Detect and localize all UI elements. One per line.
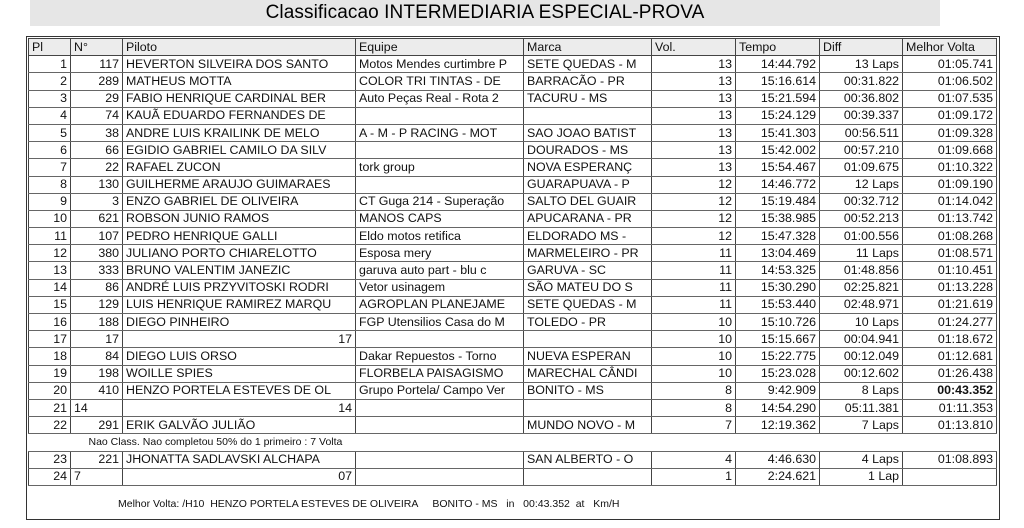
cell-marca: APUCARANA - PR xyxy=(524,210,652,227)
cell-num: 188 xyxy=(71,314,123,331)
table-row xyxy=(29,262,997,279)
cell-marca: MARECHAL CÂNDI xyxy=(524,365,652,382)
cell-vol: 4 xyxy=(652,451,736,468)
cell-tempo: 15:53.440 xyxy=(736,296,820,313)
cell-marca: TOLEDO - PR xyxy=(524,314,652,331)
cell-equipe: FLORBELA PAISAGISMO xyxy=(356,365,524,382)
cell-melhor-volta: 01:10.322 xyxy=(903,159,997,176)
cell-diff: 00:39.337 xyxy=(820,107,903,124)
table-row xyxy=(29,159,997,176)
cell-tempo: 15:47.328 xyxy=(736,228,820,245)
cell-diff: 00:12.602 xyxy=(820,365,903,382)
cell-piloto: ROBSON JUNIO RAMOS xyxy=(123,210,356,227)
table-row xyxy=(29,348,997,365)
header-melhor-volta: Melhor Volta xyxy=(903,39,997,56)
table-row xyxy=(29,142,997,159)
cell-equipe: Vetor usinagem xyxy=(356,279,524,296)
cell-piloto: DIEGO LUIS ORSO xyxy=(123,348,356,365)
cell-tempo: 15:24.129 xyxy=(736,107,820,124)
cell-vol: 13 xyxy=(652,159,736,176)
cell-tempo: 13:04.469 xyxy=(736,245,820,262)
cell-piloto: FABIO HENRIQUE CARDINAL BER xyxy=(123,90,356,107)
cell-piloto: PEDRO HENRIQUE GALLI xyxy=(123,228,356,245)
cell-equipe xyxy=(356,417,524,434)
cell-equipe: Dakar Repuestos - Torno xyxy=(356,348,524,365)
cell-pl: 14 xyxy=(29,279,71,296)
header-vol: Vol. xyxy=(652,39,736,56)
cell-diff: 02:48.971 xyxy=(820,296,903,313)
cell-num: 3 xyxy=(71,193,123,210)
cell-num: 22 xyxy=(71,159,123,176)
cell-piloto: BRUNO VALENTIM JANEZIC xyxy=(123,262,356,279)
cell-melhor-volta: 01:09.668 xyxy=(903,142,997,159)
cell-vol: 12 xyxy=(652,193,736,210)
cell-diff: 00:31.822 xyxy=(820,73,903,90)
cell-equipe xyxy=(356,107,524,124)
cell-marca: GUARAPUAVA - P xyxy=(524,176,652,193)
not-classified-note: Nao Class. Nao completou 50% do 1 primeiro : 7 Volta xyxy=(29,434,997,451)
cell-melhor-volta xyxy=(903,468,997,485)
cell-tempo: 15:38.985 xyxy=(736,210,820,227)
cell-pl: 5 xyxy=(29,124,71,141)
cell-tempo: 15:16.614 xyxy=(736,73,820,90)
cell-diff: 00:57.210 xyxy=(820,142,903,159)
cell-marca: DOURADOS - MS xyxy=(524,142,652,159)
table-row xyxy=(29,124,997,141)
cell-piloto: WOILLE SPIES xyxy=(123,365,356,382)
cell-diff: 8 Laps xyxy=(820,382,903,399)
cell-equipe: garuva auto part - blu c xyxy=(356,262,524,279)
cell-diff: 02:25.821 xyxy=(820,279,903,296)
table-row xyxy=(29,245,997,262)
header-marca: Marca xyxy=(524,39,652,56)
table-row xyxy=(29,417,997,434)
cell-marca: MARMELEIRO - PR xyxy=(524,245,652,262)
cell-diff: 12 Laps xyxy=(820,176,903,193)
header-equipe: Equipe xyxy=(356,39,524,56)
cell-marca: NUEVA ESPERAN xyxy=(524,348,652,365)
cell-piloto: JHONATTA SADLAVSKI ALCHAPA xyxy=(123,451,356,468)
cell-melhor-volta: 01:09.190 xyxy=(903,176,997,193)
cell-vol: 10 xyxy=(652,314,736,331)
cell-marca: GARUVA - SC xyxy=(524,262,652,279)
cell-equipe: CT Guga 214 - Superação xyxy=(356,193,524,210)
cell-pl: 15 xyxy=(29,296,71,313)
cell-vol: 12 xyxy=(652,210,736,227)
cell-tempo: 14:54.290 xyxy=(736,399,820,416)
cell-marca: TACURU - MS xyxy=(524,90,652,107)
cell-marca: MUNDO NOVO - M xyxy=(524,417,652,434)
cell-num: 14 xyxy=(71,399,123,416)
table-row xyxy=(29,451,997,468)
cell-num: 221 xyxy=(71,451,123,468)
cell-melhor-volta: 01:07.535 xyxy=(903,90,997,107)
cell-piloto: DIEGO PINHEIRO xyxy=(123,314,356,331)
cell-piloto: ANDRÉ LUIS PRZYVITOSKI RODRI xyxy=(123,279,356,296)
cell-marca: BARRACÃO - PR xyxy=(524,73,652,90)
table-row xyxy=(29,279,997,296)
cell-marca: BONITO - MS xyxy=(524,382,652,399)
header-num: N° xyxy=(71,39,123,56)
cell-tempo: 15:15.667 xyxy=(736,331,820,348)
cell-equipe: A - M - P RACING - MOT xyxy=(356,124,524,141)
cell-melhor-volta: 00:43.352 xyxy=(903,382,997,399)
cell-piloto: HENZO PORTELA ESTEVES DE OL xyxy=(123,382,356,399)
cell-melhor-volta: 01:21.619 xyxy=(903,296,997,313)
table-row xyxy=(29,331,997,348)
cell-diff: 13 Laps xyxy=(820,56,903,73)
cell-num: 410 xyxy=(71,382,123,399)
cell-vol: 13 xyxy=(652,107,736,124)
cell-pl: 3 xyxy=(29,90,71,107)
cell-marca: SETE QUEDAS - M xyxy=(524,296,652,313)
cell-equipe: Motos Mendes curtimbre P xyxy=(356,56,524,73)
cell-vol: 11 xyxy=(652,279,736,296)
table-row xyxy=(29,228,997,245)
cell-pl: 12 xyxy=(29,245,71,262)
cell-tempo: 14:46.772 xyxy=(736,176,820,193)
cell-diff: 10 Laps xyxy=(820,314,903,331)
cell-equipe: Eldo motos retifica xyxy=(356,228,524,245)
cell-vol: 11 xyxy=(652,245,736,262)
cell-diff: 00:36.802 xyxy=(820,90,903,107)
cell-vol: 13 xyxy=(652,124,736,141)
cell-equipe: COLOR TRI TINTAS - DE xyxy=(356,73,524,90)
cell-pl: 10 xyxy=(29,210,71,227)
cell-marca xyxy=(524,399,652,416)
cell-equipe: Esposa mery xyxy=(356,245,524,262)
cell-pl: 2 xyxy=(29,73,71,90)
cell-num: 17 xyxy=(71,331,123,348)
header-tempo: Tempo xyxy=(736,39,820,56)
cell-diff: 7 Laps xyxy=(820,417,903,434)
cell-marca: SAN ALBERTO - O xyxy=(524,451,652,468)
page-title: Classificacao INTERMEDIARIA ESPECIAL-PROVA xyxy=(265,2,705,23)
cell-melhor-volta: 01:26.438 xyxy=(903,365,997,382)
cell-num: 74 xyxy=(71,107,123,124)
cell-vol: 8 xyxy=(652,399,736,416)
cell-pl: 19 xyxy=(29,365,71,382)
cell-equipe: MANOS CAPS xyxy=(356,210,524,227)
cell-piloto: RAFAEL ZUCON xyxy=(123,159,356,176)
cell-num: 291 xyxy=(71,417,123,434)
cell-tempo: 15:23.028 xyxy=(736,365,820,382)
cell-piloto: 17 xyxy=(123,331,356,348)
cell-equipe xyxy=(356,399,524,416)
cell-melhor-volta: 01:06.502 xyxy=(903,73,997,90)
cell-diff: 00:56.511 xyxy=(820,124,903,141)
cell-diff: 00:32.712 xyxy=(820,193,903,210)
table-row xyxy=(29,56,997,73)
cell-equipe xyxy=(356,468,524,485)
cell-marca: SALTO DEL GUAIR xyxy=(524,193,652,210)
cell-equipe xyxy=(356,451,524,468)
cell-pl: 17 xyxy=(29,331,71,348)
cell-piloto: MATHEUS MOTTA xyxy=(123,73,356,90)
cell-tempo: 15:54.467 xyxy=(736,159,820,176)
cell-piloto: KAUÃ EDUARDO FERNANDES DE xyxy=(123,107,356,124)
cell-num: 117 xyxy=(71,56,123,73)
cell-melhor-volta: 01:08.571 xyxy=(903,245,997,262)
cell-piloto: LUIS HENRIQUE RAMIREZ MARQU xyxy=(123,296,356,313)
cell-vol: 10 xyxy=(652,348,736,365)
cell-num: 621 xyxy=(71,210,123,227)
cell-pl: 22 xyxy=(29,417,71,434)
table-row xyxy=(29,365,997,382)
cell-diff: 01:09.675 xyxy=(820,159,903,176)
not-classified-note-row xyxy=(29,434,997,451)
cell-vol: 11 xyxy=(652,296,736,313)
cell-melhor-volta: 01:13.228 xyxy=(903,279,997,296)
cell-pl: 21 xyxy=(29,399,71,416)
cell-pl: 20 xyxy=(29,382,71,399)
cell-tempo: 4:46.630 xyxy=(736,451,820,468)
cell-piloto: 07 xyxy=(123,468,356,485)
cell-melhor-volta: 01:13.810 xyxy=(903,417,997,434)
cell-pl: 4 xyxy=(29,107,71,124)
cell-num: 38 xyxy=(71,124,123,141)
cell-tempo: 15:10.726 xyxy=(736,314,820,331)
cell-piloto: JULIANO PORTO CHIARELOTTO xyxy=(123,245,356,262)
cell-equipe: tork group xyxy=(356,159,524,176)
cell-melhor-volta: 01:13.742 xyxy=(903,210,997,227)
cell-melhor-volta: 01:09.172 xyxy=(903,107,997,124)
cell-marca xyxy=(524,331,652,348)
cell-marca xyxy=(524,107,652,124)
cell-equipe: Grupo Portela/ Campo Ver xyxy=(356,382,524,399)
cell-diff: 00:52.213 xyxy=(820,210,903,227)
cell-pl: 13 xyxy=(29,262,71,279)
cell-num: 86 xyxy=(71,279,123,296)
cell-tempo: 2:24.621 xyxy=(736,468,820,485)
table-row xyxy=(29,107,997,124)
cell-diff: 1 Lap xyxy=(820,468,903,485)
cell-vol: 13 xyxy=(652,56,736,73)
cell-equipe xyxy=(356,176,524,193)
cell-num: 129 xyxy=(71,296,123,313)
cell-equipe xyxy=(356,142,524,159)
cell-diff: 00:12.049 xyxy=(820,348,903,365)
cell-tempo: 9:42.909 xyxy=(736,382,820,399)
best-lap-footer: Melhor Volta: /H10 HENZO PORTELA ESTEVES DE OLIVEIRA BONITO - MS in 00:43.352 at Km/H xyxy=(118,498,620,510)
cell-piloto: 14 xyxy=(123,399,356,416)
results-body xyxy=(29,56,997,486)
cell-marca xyxy=(524,468,652,485)
title-band xyxy=(30,0,940,26)
table-row xyxy=(29,193,997,210)
cell-tempo: 14:44.792 xyxy=(736,56,820,73)
cell-melhor-volta: 01:14.042 xyxy=(903,193,997,210)
cell-num: 130 xyxy=(71,176,123,193)
cell-pl: 7 xyxy=(29,159,71,176)
cell-equipe: FGP Utensilios Casa do M xyxy=(356,314,524,331)
cell-marca: SÃO MATEU DO S xyxy=(524,279,652,296)
cell-tempo: 15:21.594 xyxy=(736,90,820,107)
cell-num: 107 xyxy=(71,228,123,245)
cell-marca: ELDORADO MS - xyxy=(524,228,652,245)
cell-marca: SETE QUEDAS - M xyxy=(524,56,652,73)
table-row xyxy=(29,73,997,90)
cell-equipe: Auto Peças Real - Rota 2 xyxy=(356,90,524,107)
cell-vol: 13 xyxy=(652,73,736,90)
cell-melhor-volta: 01:09.328 xyxy=(903,124,997,141)
cell-num: 380 xyxy=(71,245,123,262)
cell-vol: 13 xyxy=(652,142,736,159)
cell-vol: 11 xyxy=(652,262,736,279)
cell-vol: 13 xyxy=(652,90,736,107)
cell-pl: 11 xyxy=(29,228,71,245)
header-pl: Pl xyxy=(29,39,71,56)
cell-pl: 8 xyxy=(29,176,71,193)
cell-num: 333 xyxy=(71,262,123,279)
cell-vol: 12 xyxy=(652,176,736,193)
cell-tempo: 15:19.484 xyxy=(736,193,820,210)
cell-pl: 6 xyxy=(29,142,71,159)
table-row xyxy=(29,210,997,227)
cell-tempo: 15:42.002 xyxy=(736,142,820,159)
cell-diff: 4 Laps xyxy=(820,451,903,468)
cell-piloto: GUILHERME ARAUJO GUIMARAES xyxy=(123,176,356,193)
table-row xyxy=(29,90,997,107)
cell-melhor-volta: 01:05.741 xyxy=(903,56,997,73)
table-header-row xyxy=(29,39,997,56)
cell-melhor-volta: 01:18.672 xyxy=(903,331,997,348)
header-piloto: Piloto xyxy=(123,39,356,56)
cell-piloto: ENZO GABRIEL DE OLIVEIRA xyxy=(123,193,356,210)
cell-melhor-volta: 01:08.268 xyxy=(903,228,997,245)
cell-melhor-volta: 01:08.893 xyxy=(903,451,997,468)
cell-num: 66 xyxy=(71,142,123,159)
table-row xyxy=(29,468,997,485)
cell-piloto: ERIK GALVÃO JULIÃO xyxy=(123,417,356,434)
cell-vol: 1 xyxy=(652,468,736,485)
cell-diff: 00:04.941 xyxy=(820,331,903,348)
table-row xyxy=(29,176,997,193)
cell-pl: 16 xyxy=(29,314,71,331)
cell-melhor-volta: 01:10.451 xyxy=(903,262,997,279)
cell-equipe: AGROPLAN PLANEJAME xyxy=(356,296,524,313)
cell-vol: 10 xyxy=(652,365,736,382)
cell-melhor-volta: 01:12.681 xyxy=(903,348,997,365)
cell-marca: SAO JOAO BATIST xyxy=(524,124,652,141)
cell-tempo: 15:22.775 xyxy=(736,348,820,365)
table-row xyxy=(29,399,997,416)
table-row xyxy=(29,314,997,331)
cell-pl: 18 xyxy=(29,348,71,365)
cell-num: 289 xyxy=(71,73,123,90)
cell-tempo: 15:41.303 xyxy=(736,124,820,141)
cell-pl: 9 xyxy=(29,193,71,210)
cell-pl: 1 xyxy=(29,56,71,73)
cell-vol: 8 xyxy=(652,382,736,399)
cell-diff: 11 Laps xyxy=(820,245,903,262)
cell-diff: 05:11.381 xyxy=(820,399,903,416)
header-diff: Diff xyxy=(820,39,903,56)
cell-pl: 24 xyxy=(29,468,71,485)
cell-diff: 01:00.556 xyxy=(820,228,903,245)
cell-vol: 10 xyxy=(652,331,736,348)
cell-tempo: 12:19.362 xyxy=(736,417,820,434)
cell-num: 7 xyxy=(71,468,123,485)
cell-piloto: EGIDIO GABRIEL CAMILO DA SILV xyxy=(123,142,356,159)
cell-vol: 7 xyxy=(652,417,736,434)
table-row xyxy=(29,382,997,399)
table-row xyxy=(29,296,997,313)
cell-piloto: HEVERTON SILVEIRA DOS SANTO xyxy=(123,56,356,73)
cell-vol: 12 xyxy=(652,228,736,245)
cell-melhor-volta: 01:11.353 xyxy=(903,399,997,416)
cell-tempo: 15:30.290 xyxy=(736,279,820,296)
results-table xyxy=(28,38,997,486)
cell-num: 198 xyxy=(71,365,123,382)
cell-marca: NOVA ESPERANÇ xyxy=(524,159,652,176)
cell-pl: 23 xyxy=(29,451,71,468)
cell-tempo: 14:53.325 xyxy=(736,262,820,279)
cell-num: 29 xyxy=(71,90,123,107)
cell-piloto: ANDRE LUIS KRAILINK DE MELO xyxy=(123,124,356,141)
cell-diff: 01:48.856 xyxy=(820,262,903,279)
cell-melhor-volta: 01:24.277 xyxy=(903,314,997,331)
cell-num: 84 xyxy=(71,348,123,365)
cell-equipe xyxy=(356,331,524,348)
